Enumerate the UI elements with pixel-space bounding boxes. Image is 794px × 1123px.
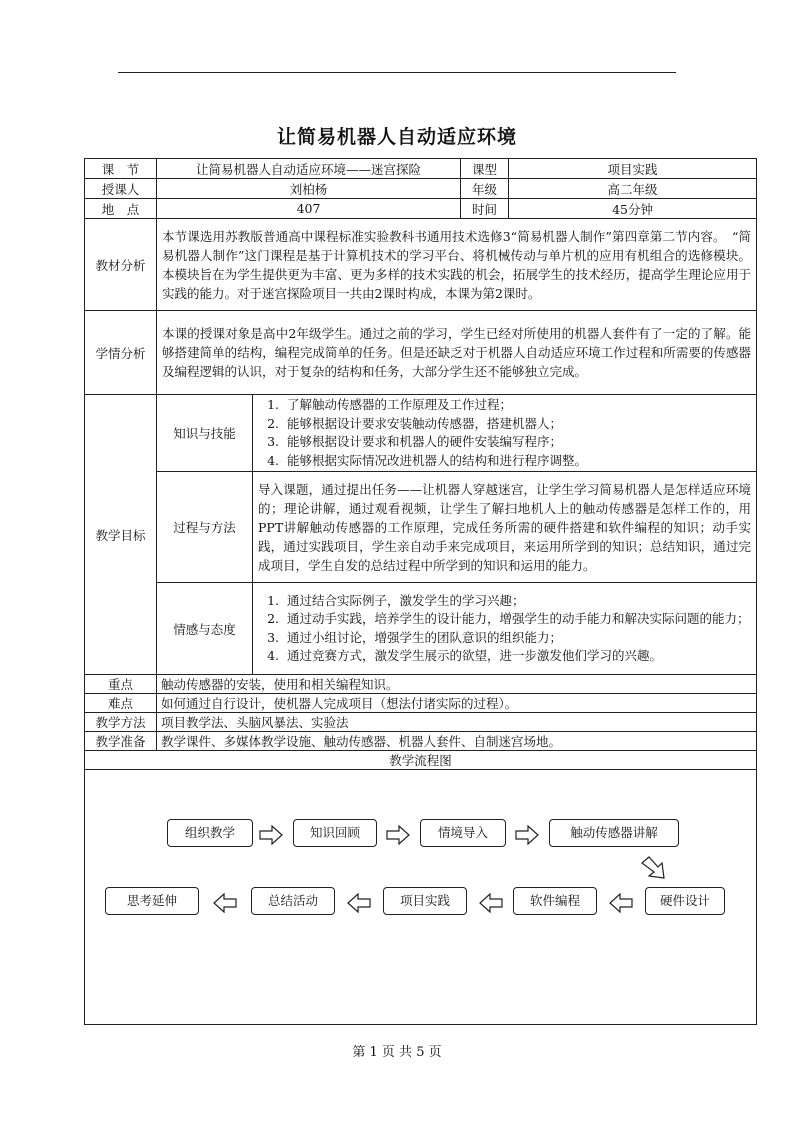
value-time: 45分钟 [509,199,757,219]
label-place: 地 点 [85,199,157,219]
left-arrow-icon [347,893,371,913]
row-place [85,199,757,219]
flow-box-summary: 总结活动 [251,887,335,915]
attitude-list [257,592,752,666]
header-rule [118,72,676,73]
text-key: 触动传感器的安装，使用和相关编程知识。 [157,675,757,694]
list-item: 3. 能够根据设计要求和机器人的硬件安装编写程序； [283,433,752,452]
label-method: 教学方法 [85,713,157,732]
text-method: 项目教学法、头脑风暴法、实验法 [157,713,757,732]
flow-box-sensor: 触动传感器讲解 [549,819,679,847]
label-attitude: 情感与态度 [157,583,253,675]
list-item: 3. 通过小组讨论，增强学生的团队意识的组织能力； [283,629,752,648]
row-goal-knowledge [85,395,757,472]
label-lesson: 课 节 [85,159,157,179]
row-difficulty [85,694,757,713]
row-flow-title [85,751,757,770]
label-difficulty: 难点 [85,694,157,713]
flow-box-scenario: 情境导入 [420,819,506,847]
label-students: 学情分析 [85,311,157,395]
right-arrow-icon [259,825,283,845]
row-material [85,219,757,311]
label-grade: 年级 [461,179,509,199]
label-type: 课型 [461,159,509,179]
row-flow [85,770,757,1025]
left-arrow-icon [213,893,237,913]
label-process: 过程与方法 [157,472,253,583]
row-teacher [85,179,757,199]
row-goal-attitude [85,583,757,675]
page-footer: 第 1 页 共 5 页 [352,1045,442,1060]
label-key: 重点 [85,675,157,694]
row-students [85,311,757,395]
text-difficulty: 如何通过自行设计，使机器人完成项目（想法付诸实际的过程）。 [157,694,757,713]
value-teacher: 刘柏杨 [157,179,461,199]
list-item: 4. 能够根据实际情况改进机器人的结构和进行程序调整。 [283,452,752,471]
list-item: 2. 能够根据设计要求安装触动传感器，搭建机器人； [283,415,752,434]
text-students: 本课的授课对象是高中2年级学生。通过之前的学习，学生已经对所使用的机器人套件有了一定的了解。能够搭建简单的结构，编程完成简单的任务。但是还缺乏对于机器人自动适应环境工作过程和所需要的传感器及编程逻辑的认识，对于复杂的结构和任务，大部分学生还不能够独立完成。 [157,311,757,395]
flow-box-review: 知识回顾 [293,819,377,847]
attitude-list-cell [253,583,757,675]
flow-box-organize: 组织教学 [167,819,253,847]
page-title: 让简易机器人自动适应环境 [276,126,517,148]
label-time: 时间 [461,199,509,219]
list-item: 1. 了解触动传感器的工作原理及工作过程； [283,396,752,415]
row-method [85,713,757,732]
flowchart [85,770,757,1025]
knowledge-list-cell [253,395,757,472]
knowledge-list [257,396,752,470]
label-goals: 教学目标 [85,395,157,675]
flow-box-software: 软件编程 [513,887,597,915]
label-knowledge: 知识与技能 [157,395,253,472]
right-arrow-icon [515,825,539,845]
list-item: 1. 通过结合实际例子，激发学生的学习兴趣； [283,592,752,611]
row-goal-process [85,472,757,583]
text-prep: 教学课件、多媒体教学设施、触动传感器、机器人套件、自制迷宫场地。 [157,732,757,751]
row-lesson [85,159,757,179]
right-arrow-icon [386,825,410,845]
down-right-arrow-icon [639,855,667,881]
label-teacher: 授课人 [85,179,157,199]
flow-box-reflect: 思考延伸 [105,887,199,915]
value-type: 项目实践 [509,159,757,179]
value-grade: 高二年级 [509,179,757,199]
list-item: 2. 通过动手实践，培养学生的设计能力，增强学生的动手能力和解决实际问题的能力； [283,610,752,629]
flow-title: 教学流程图 [85,751,757,770]
value-lesson: 让简易机器人自动适应环境——迷宫探险 [157,159,461,179]
value-place: 407 [157,199,461,219]
left-arrow-icon [479,893,503,913]
label-prep: 教学准备 [85,732,157,751]
left-arrow-icon [609,893,633,913]
lesson-plan-table [84,158,757,1025]
row-prep [85,732,757,751]
list-item: 4. 通过竞赛方式，激发学生展示的欲望，进一步激发他们学习的兴趣。 [283,647,752,666]
text-process: 导入课题，通过提出任务——让机器人穿越迷宫，让学生学习简易机器人是怎样适应环境的；理论讲解，通过观看视频，让学生了解扫地机人上的触动传感器是怎样工作的，用PPT讲解触动传感器的工作原理，完成任务所需的硬件搭建和软件编程的知识；动手实践，通过实践项目，学生亲自动手来完成项目，来运用所学到的知识；总结知识，通过完成项目，学生自发的总结过程中所学到的知识和运用的能力。 [253,472,757,583]
flow-box-hardware: 硬件设计 [645,887,725,915]
row-key [85,675,757,694]
text-material: 本节课选用苏教版普通高中课程标准实验教科书通用技术选修3“简易机器人制作”第四章第二节内容。 “简易机器人制作”这门课程是基于计算机技术的学习平台、将机械传动与单片机的应用有机组合的选修模块。本模块旨在为学生提供更为丰富、更为多样的技术实践的机会，拓展学生的技术经历，提高学生理论应用于实践的能力。对于迷宫探险项目一共由2课时构成，本课为第2课时。 [157,219,757,311]
flow-box-project: 项目实践 [383,887,467,915]
label-material: 教材分析 [85,219,157,311]
